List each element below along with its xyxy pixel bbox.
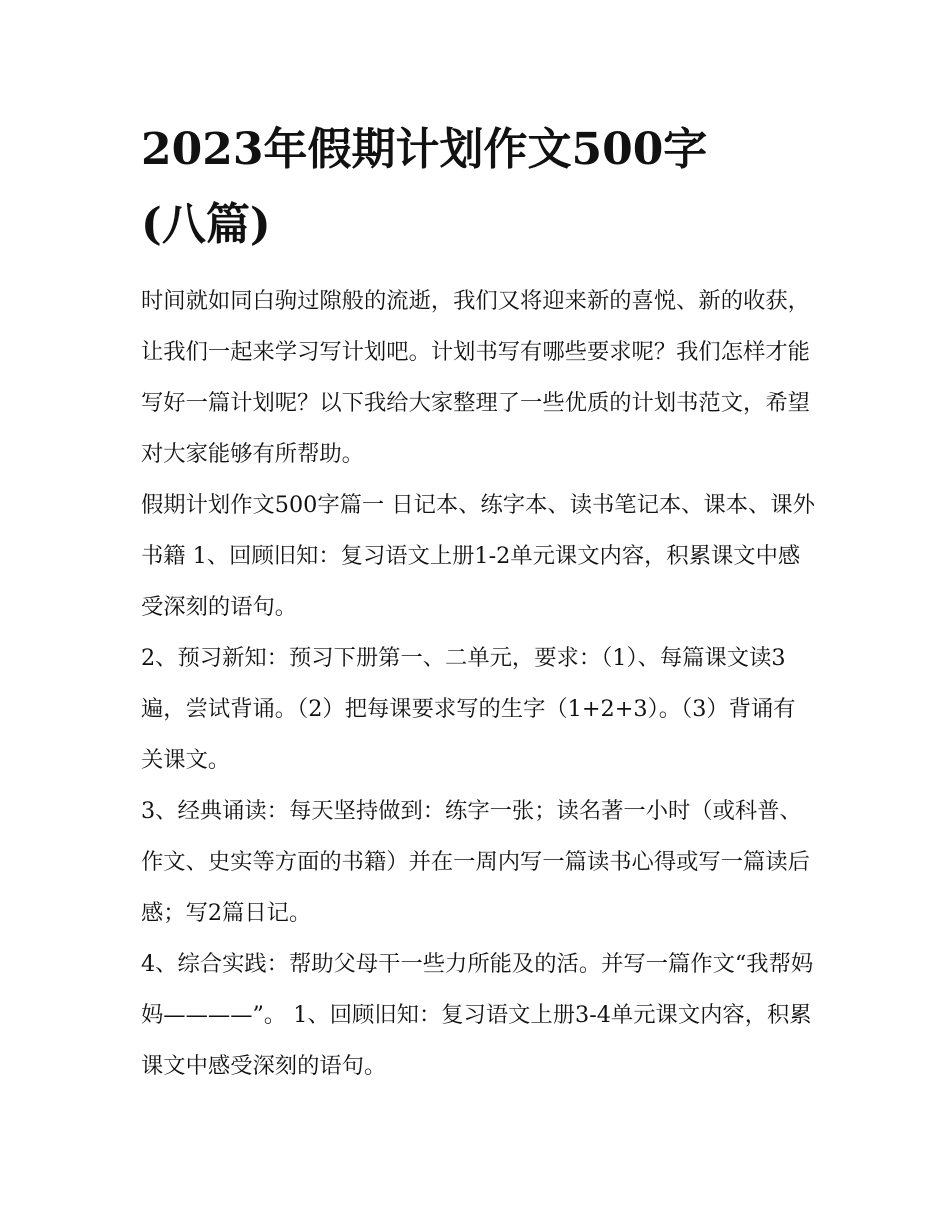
title-line-1: 2023年假期计划作文500字 [141, 124, 708, 175]
document-title [141, 112, 817, 262]
plan-paragraph-2: 2、预习新知：预习下册第一、二单元，要求：（1）、每篇课文读3遍，尝试背诵。（2）把每课要求写的生字（1+2+3）。（3）背诵有关课文。 [141, 645, 796, 773]
plan-paragraph-3: 3、经典诵读：每天坚持做到：练字一张；读名著一小时（或科普、作文、史实等方面的书籍）并在一周内写一篇读书心得或写一篇读后感；写2篇日记。 [141, 798, 810, 926]
plan-paragraph-4: 4、综合实践：帮助父母干一些力所能及的活。并写一篇作文“我帮妈妈————”。 1、回顾旧知：复习语文上册3-4单元课文内容，积累课文中感受深刻的语句。 [141, 951, 814, 1079]
intro-paragraph: 时间就如同白驹过隙般的流逝，我们又将迎来新的喜悦、新的收获，让我们一起来学习写计划吧。计划书写有哪些要求呢？我们怎样才能写好一篇计划呢？以下我给大家整理了一些优质的计划书范文，希望对大家能够有所帮助。 [141, 288, 810, 467]
title-line-2: (八篇) [141, 199, 271, 250]
plan-paragraph-1: 假期计划作文500字篇一 日记本、练字本、读书笔记本、课本、课外书籍 1、回顾旧知：复习语文上册1-2单元课文内容，积累课文中感受深刻的语句。 [141, 492, 815, 620]
document-body [141, 112, 817, 1092]
